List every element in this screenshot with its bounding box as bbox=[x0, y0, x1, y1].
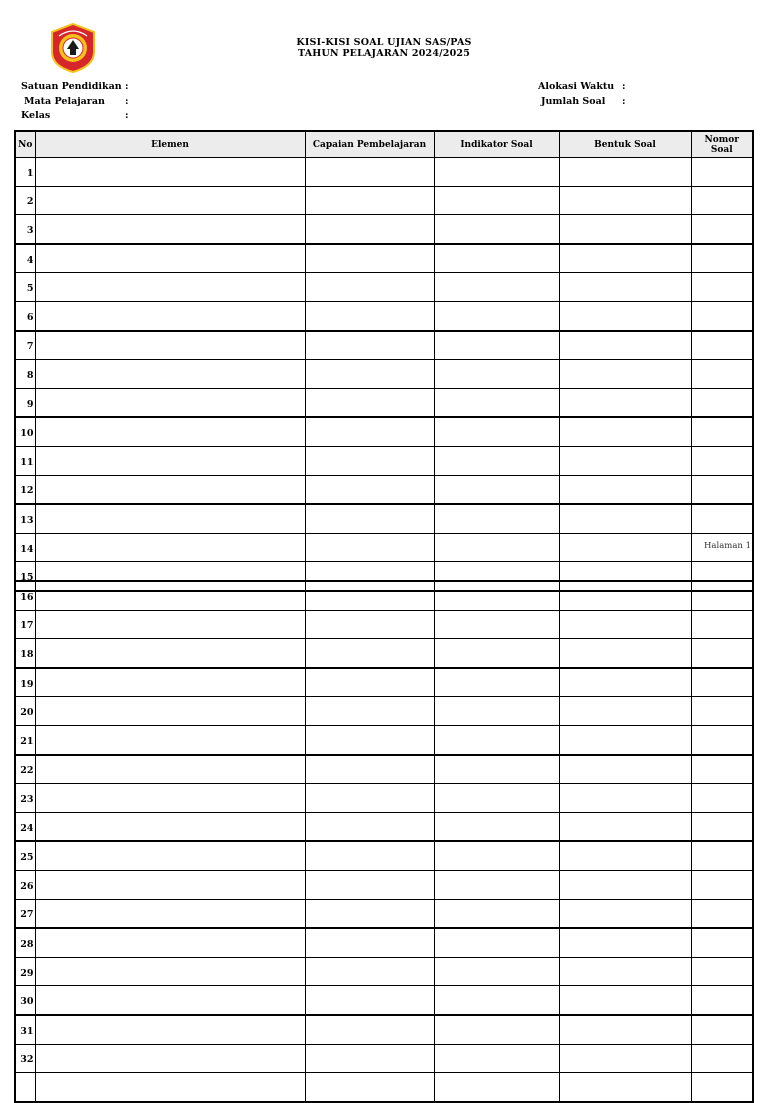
cell-indikator-soal[interactable] bbox=[434, 899, 559, 928]
cell-elemen[interactable] bbox=[35, 841, 305, 870]
cell-elemen[interactable] bbox=[35, 273, 305, 302]
cell-elemen[interactable] bbox=[35, 928, 305, 957]
label-kelas: Kelas bbox=[21, 110, 51, 121]
row-number: 7 bbox=[15, 331, 35, 360]
cell-bentuk-soal[interactable] bbox=[559, 504, 691, 533]
row-number: 16 bbox=[15, 581, 35, 610]
cell-nomor-soal[interactable] bbox=[691, 668, 753, 697]
table-row bbox=[15, 841, 753, 870]
cell-capaian-pembelajaran[interactable] bbox=[305, 899, 434, 928]
cell-elemen[interactable] bbox=[35, 725, 305, 754]
table-row bbox=[15, 957, 753, 986]
row-number: 31 bbox=[15, 1015, 35, 1044]
cell-bentuk-soal[interactable] bbox=[559, 725, 691, 754]
label-alokasi-waktu: Alokasi Waktu bbox=[538, 81, 615, 92]
cell-bentuk-soal[interactable] bbox=[559, 301, 691, 330]
table-row bbox=[15, 928, 753, 957]
row-number: 6 bbox=[15, 301, 35, 330]
colon: : bbox=[125, 96, 129, 107]
cell-nomor-soal[interactable] bbox=[691, 899, 753, 928]
row-number: 22 bbox=[15, 755, 35, 784]
cell-nomor-soal[interactable] bbox=[691, 273, 753, 302]
cell-indikator-soal[interactable] bbox=[434, 755, 559, 784]
table-row bbox=[15, 533, 753, 562]
cell-bentuk-soal[interactable] bbox=[559, 388, 691, 417]
cell-capaian-pembelajaran[interactable] bbox=[305, 755, 434, 784]
cell-indikator-soal[interactable] bbox=[434, 957, 559, 986]
cell-capaian-pembelajaran[interactable] bbox=[305, 1044, 434, 1073]
cell-elemen[interactable] bbox=[35, 446, 305, 475]
row-number: 29 bbox=[15, 957, 35, 986]
row-number: 28 bbox=[15, 928, 35, 957]
header-nomor-line2: Soal bbox=[710, 144, 733, 155]
cell-nomor-soal[interactable] bbox=[691, 417, 753, 446]
cell-nomor-soal[interactable] bbox=[691, 388, 753, 417]
cell-indikator-soal[interactable] bbox=[434, 301, 559, 330]
cell-capaian-pembelajaran[interactable] bbox=[305, 928, 434, 957]
row-number: 25 bbox=[15, 841, 35, 870]
cell-capaian-pembelajaran[interactable] bbox=[305, 668, 434, 697]
header-nomor-line1: Nomor bbox=[704, 134, 739, 145]
cell-bentuk-soal[interactable] bbox=[559, 417, 691, 446]
cell-indikator-soal[interactable] bbox=[434, 158, 559, 187]
cell-nomor-soal[interactable] bbox=[691, 331, 753, 360]
row-number: 1 bbox=[15, 158, 35, 187]
row-number: 18 bbox=[15, 639, 35, 668]
cell-elemen[interactable] bbox=[35, 533, 305, 562]
cell-capaian-pembelajaran[interactable] bbox=[305, 417, 434, 446]
cell-indikator-soal[interactable] bbox=[434, 668, 559, 697]
cell-indikator-soal[interactable] bbox=[434, 331, 559, 360]
cell-elemen[interactable] bbox=[35, 639, 305, 668]
table-row bbox=[15, 504, 753, 533]
row-number: 30 bbox=[15, 986, 35, 1015]
cell-indikator-soal[interactable] bbox=[434, 812, 559, 841]
colon: : bbox=[622, 96, 626, 107]
cell-bentuk-soal[interactable] bbox=[559, 668, 691, 697]
cell-capaian-pembelajaran[interactable] bbox=[305, 986, 434, 1015]
header-nomor-soal bbox=[691, 131, 753, 158]
cell-indikator-soal[interactable] bbox=[434, 784, 559, 813]
cell-elemen[interactable] bbox=[35, 417, 305, 446]
cell-elemen[interactable] bbox=[35, 899, 305, 928]
cell-nomor-soal[interactable] bbox=[691, 475, 753, 504]
cell-capaian-pembelajaran[interactable] bbox=[305, 957, 434, 986]
row-number: 9 bbox=[15, 388, 35, 417]
cell-bentuk-soal[interactable] bbox=[559, 273, 691, 302]
cell-indikator-soal[interactable] bbox=[434, 388, 559, 417]
table-row bbox=[15, 610, 753, 639]
cell-nomor-soal[interactable] bbox=[691, 581, 753, 610]
cell-indikator-soal[interactable] bbox=[434, 186, 559, 215]
label-mata-pelajaran: Mata Pelajaran bbox=[24, 96, 105, 107]
table-row bbox=[15, 755, 753, 784]
cell-bentuk-soal[interactable] bbox=[559, 784, 691, 813]
cell-indikator-soal[interactable] bbox=[434, 273, 559, 302]
cell-elemen[interactable] bbox=[35, 244, 305, 273]
cell-elemen[interactable] bbox=[35, 301, 305, 330]
cell-capaian-pembelajaran[interactable] bbox=[305, 273, 434, 302]
row-number: 19 bbox=[15, 668, 35, 697]
row-number: 2 bbox=[15, 186, 35, 215]
cell-capaian-pembelajaran[interactable] bbox=[305, 784, 434, 813]
cell-indikator-soal[interactable] bbox=[434, 725, 559, 754]
cell-capaian-pembelajaran[interactable] bbox=[305, 158, 434, 187]
cell-elemen[interactable] bbox=[35, 475, 305, 504]
cell-elemen[interactable] bbox=[35, 1044, 305, 1073]
table-row bbox=[15, 215, 753, 244]
table-row bbox=[15, 331, 753, 360]
cell-elemen[interactable] bbox=[35, 215, 305, 244]
cell-indikator-soal[interactable] bbox=[434, 533, 559, 562]
cell-capaian-pembelajaran[interactable] bbox=[305, 1073, 434, 1102]
row-number: 12 bbox=[15, 475, 35, 504]
table-row bbox=[15, 244, 753, 273]
table-row bbox=[15, 639, 753, 668]
cell-capaian-pembelajaran[interactable] bbox=[305, 697, 434, 726]
header-no: No bbox=[15, 131, 35, 158]
cell-nomor-soal[interactable] bbox=[691, 360, 753, 389]
cell-nomor-soal[interactable] bbox=[691, 986, 753, 1015]
cell-nomor-soal[interactable] bbox=[691, 610, 753, 639]
row-number: 24 bbox=[15, 812, 35, 841]
colon: : bbox=[622, 81, 626, 92]
table-row bbox=[15, 697, 753, 726]
cell-nomor-soal[interactable] bbox=[691, 755, 753, 784]
row-number: 14 bbox=[15, 533, 35, 562]
row-number bbox=[15, 1073, 35, 1102]
cell-indikator-soal[interactable] bbox=[434, 928, 559, 957]
cell-bentuk-soal[interactable] bbox=[559, 755, 691, 784]
page-label: Halaman 1 bbox=[704, 541, 751, 551]
cell-elemen[interactable] bbox=[35, 504, 305, 533]
row-number: 5 bbox=[15, 273, 35, 302]
table-row bbox=[15, 186, 753, 215]
cell-bentuk-soal[interactable] bbox=[559, 475, 691, 504]
row-number: 27 bbox=[15, 899, 35, 928]
cell-bentuk-soal[interactable] bbox=[559, 610, 691, 639]
cell-capaian-pembelajaran[interactable] bbox=[305, 446, 434, 475]
cell-bentuk-soal[interactable] bbox=[559, 639, 691, 668]
row-number: 15 bbox=[15, 562, 35, 591]
cell-nomor-soal[interactable] bbox=[691, 446, 753, 475]
cell-elemen[interactable] bbox=[35, 697, 305, 726]
cell-elemen[interactable] bbox=[35, 388, 305, 417]
table-row bbox=[15, 446, 753, 475]
cell-elemen[interactable] bbox=[35, 870, 305, 899]
cell-bentuk-soal[interactable] bbox=[559, 186, 691, 215]
cell-capaian-pembelajaran[interactable] bbox=[305, 244, 434, 273]
cell-nomor-soal[interactable] bbox=[691, 1015, 753, 1044]
cell-indikator-soal[interactable] bbox=[434, 1073, 559, 1102]
cell-indikator-soal[interactable] bbox=[434, 870, 559, 899]
cell-bentuk-soal[interactable] bbox=[559, 957, 691, 986]
question-grid-table-page-2 bbox=[14, 580, 754, 1103]
cell-bentuk-soal[interactable] bbox=[559, 446, 691, 475]
row-number: 20 bbox=[15, 697, 35, 726]
cell-elemen[interactable] bbox=[35, 186, 305, 215]
cell-indikator-soal[interactable] bbox=[434, 581, 559, 610]
cell-nomor-soal[interactable] bbox=[691, 215, 753, 244]
cell-capaian-pembelajaran[interactable] bbox=[305, 504, 434, 533]
cell-nomor-soal[interactable] bbox=[691, 697, 753, 726]
cell-capaian-pembelajaran[interactable] bbox=[305, 475, 434, 504]
cell-elemen[interactable] bbox=[35, 957, 305, 986]
label-jumlah-soal: Jumlah Soal bbox=[541, 96, 606, 107]
cell-nomor-soal[interactable] bbox=[691, 870, 753, 899]
table-row bbox=[15, 360, 753, 389]
cell-bentuk-soal[interactable] bbox=[559, 331, 691, 360]
header-indikator-soal: Indikator Soal bbox=[434, 131, 559, 158]
row-number: 23 bbox=[15, 784, 35, 813]
row-number: 26 bbox=[15, 870, 35, 899]
cell-indikator-soal[interactable] bbox=[434, 446, 559, 475]
row-number: 11 bbox=[15, 446, 35, 475]
row-number: 3 bbox=[15, 215, 35, 244]
table-row bbox=[15, 1015, 753, 1044]
document-title: KISI-KISI SOAL UJIAN SAS/PAS bbox=[296, 37, 472, 48]
colon: : bbox=[125, 81, 129, 92]
table-row bbox=[15, 725, 753, 754]
cell-capaian-pembelajaran[interactable] bbox=[305, 533, 434, 562]
table-row bbox=[15, 899, 753, 928]
cell-bentuk-soal[interactable] bbox=[559, 581, 691, 610]
cell-bentuk-soal[interactable] bbox=[559, 1044, 691, 1073]
cell-capaian-pembelajaran[interactable] bbox=[305, 301, 434, 330]
table-row bbox=[15, 417, 753, 446]
cell-elemen[interactable] bbox=[35, 986, 305, 1015]
cell-nomor-soal[interactable] bbox=[691, 504, 753, 533]
row-number: 10 bbox=[15, 417, 35, 446]
cell-indikator-soal[interactable] bbox=[434, 697, 559, 726]
cell-capaian-pembelajaran[interactable] bbox=[305, 215, 434, 244]
cell-bentuk-soal[interactable] bbox=[559, 870, 691, 899]
header-bentuk-soal: Bentuk Soal bbox=[559, 131, 691, 158]
cell-indikator-soal[interactable] bbox=[434, 504, 559, 533]
cell-nomor-soal[interactable] bbox=[691, 301, 753, 330]
cell-nomor-soal[interactable] bbox=[691, 244, 753, 273]
table-row bbox=[15, 301, 753, 330]
cell-indikator-soal[interactable] bbox=[434, 1015, 559, 1044]
cell-bentuk-soal[interactable] bbox=[559, 697, 691, 726]
cell-nomor-soal[interactable] bbox=[691, 1073, 753, 1102]
cell-nomor-soal[interactable] bbox=[691, 812, 753, 841]
cell-bentuk-soal[interactable] bbox=[559, 244, 691, 273]
cell-bentuk-soal[interactable] bbox=[559, 360, 691, 389]
cell-indikator-soal[interactable] bbox=[434, 360, 559, 389]
cell-indikator-soal[interactable] bbox=[434, 986, 559, 1015]
cell-capaian-pembelajaran[interactable] bbox=[305, 610, 434, 639]
cell-elemen[interactable] bbox=[35, 360, 305, 389]
cell-elemen[interactable] bbox=[35, 610, 305, 639]
row-number: 8 bbox=[15, 360, 35, 389]
document-subtitle: TAHUN PELAJARAN 2024/2025 bbox=[297, 48, 471, 59]
cell-capaian-pembelajaran[interactable] bbox=[305, 841, 434, 870]
cell-capaian-pembelajaran[interactable] bbox=[305, 639, 434, 668]
cell-capaian-pembelajaran[interactable] bbox=[305, 1015, 434, 1044]
table-row bbox=[15, 668, 753, 697]
header-capaian-pembelajaran: Capaian Pembelajaran bbox=[305, 131, 434, 158]
cell-bentuk-soal[interactable] bbox=[559, 1073, 691, 1102]
cell-elemen[interactable] bbox=[35, 755, 305, 784]
cell-nomor-soal[interactable] bbox=[691, 784, 753, 813]
cell-elemen[interactable] bbox=[35, 1073, 305, 1102]
cell-nomor-soal[interactable] bbox=[691, 639, 753, 668]
colon: : bbox=[125, 110, 129, 121]
cell-capaian-pembelajaran[interactable] bbox=[305, 812, 434, 841]
row-number: 32 bbox=[15, 1044, 35, 1073]
cell-elemen[interactable] bbox=[35, 331, 305, 360]
cell-elemen[interactable] bbox=[35, 668, 305, 697]
cell-indikator-soal[interactable] bbox=[434, 475, 559, 504]
table-row bbox=[15, 1073, 753, 1102]
table-row bbox=[15, 273, 753, 302]
cell-capaian-pembelajaran[interactable] bbox=[305, 725, 434, 754]
cell-nomor-soal[interactable] bbox=[691, 186, 753, 215]
cell-bentuk-soal[interactable] bbox=[559, 928, 691, 957]
cell-nomor-soal[interactable] bbox=[691, 1044, 753, 1073]
cell-elemen[interactable] bbox=[35, 812, 305, 841]
cell-capaian-pembelajaran[interactable] bbox=[305, 388, 434, 417]
cell-bentuk-soal[interactable] bbox=[559, 841, 691, 870]
cell-bentuk-soal[interactable] bbox=[559, 1015, 691, 1044]
cell-elemen[interactable] bbox=[35, 581, 305, 610]
cell-nomor-soal[interactable] bbox=[691, 928, 753, 957]
table-row bbox=[15, 870, 753, 899]
cell-capaian-pembelajaran[interactable] bbox=[305, 331, 434, 360]
header-elemen: Elemen bbox=[35, 131, 305, 158]
cell-capaian-pembelajaran[interactable] bbox=[305, 360, 434, 389]
label-satuan-pendidikan: Satuan Pendidikan bbox=[21, 81, 122, 92]
cell-bentuk-soal[interactable] bbox=[559, 533, 691, 562]
row-number: 17 bbox=[15, 610, 35, 639]
table-row bbox=[15, 784, 753, 813]
cell-elemen[interactable] bbox=[35, 1015, 305, 1044]
table-row bbox=[15, 475, 753, 504]
row-number: 4 bbox=[15, 244, 35, 273]
cell-indikator-soal[interactable] bbox=[434, 417, 559, 446]
table-row bbox=[15, 986, 753, 1015]
row-number: 13 bbox=[15, 504, 35, 533]
table-row bbox=[15, 158, 753, 187]
cell-bentuk-soal[interactable] bbox=[559, 215, 691, 244]
cell-nomor-soal[interactable] bbox=[691, 725, 753, 754]
cell-elemen[interactable] bbox=[35, 158, 305, 187]
cell-bentuk-soal[interactable] bbox=[559, 986, 691, 1015]
table-row bbox=[15, 812, 753, 841]
cell-nomor-soal[interactable] bbox=[691, 158, 753, 187]
table-row bbox=[15, 1044, 753, 1073]
cell-indikator-soal[interactable] bbox=[434, 215, 559, 244]
cell-indikator-soal[interactable] bbox=[434, 610, 559, 639]
cell-elemen[interactable] bbox=[35, 784, 305, 813]
row-number: 21 bbox=[15, 725, 35, 754]
cell-indikator-soal[interactable] bbox=[434, 244, 559, 273]
cell-indikator-soal[interactable] bbox=[434, 841, 559, 870]
cell-nomor-soal[interactable] bbox=[691, 957, 753, 986]
cell-bentuk-soal[interactable] bbox=[559, 158, 691, 187]
question-grid-table-page-1 bbox=[14, 130, 754, 592]
cell-capaian-pembelajaran[interactable] bbox=[305, 581, 434, 610]
cell-bentuk-soal[interactable] bbox=[559, 812, 691, 841]
cell-capaian-pembelajaran[interactable] bbox=[305, 186, 434, 215]
cell-indikator-soal[interactable] bbox=[434, 1044, 559, 1073]
cell-indikator-soal[interactable] bbox=[434, 639, 559, 668]
table-row bbox=[15, 388, 753, 417]
table-row bbox=[15, 581, 753, 610]
cell-capaian-pembelajaran[interactable] bbox=[305, 870, 434, 899]
cell-bentuk-soal[interactable] bbox=[559, 899, 691, 928]
cell-nomor-soal[interactable] bbox=[691, 841, 753, 870]
